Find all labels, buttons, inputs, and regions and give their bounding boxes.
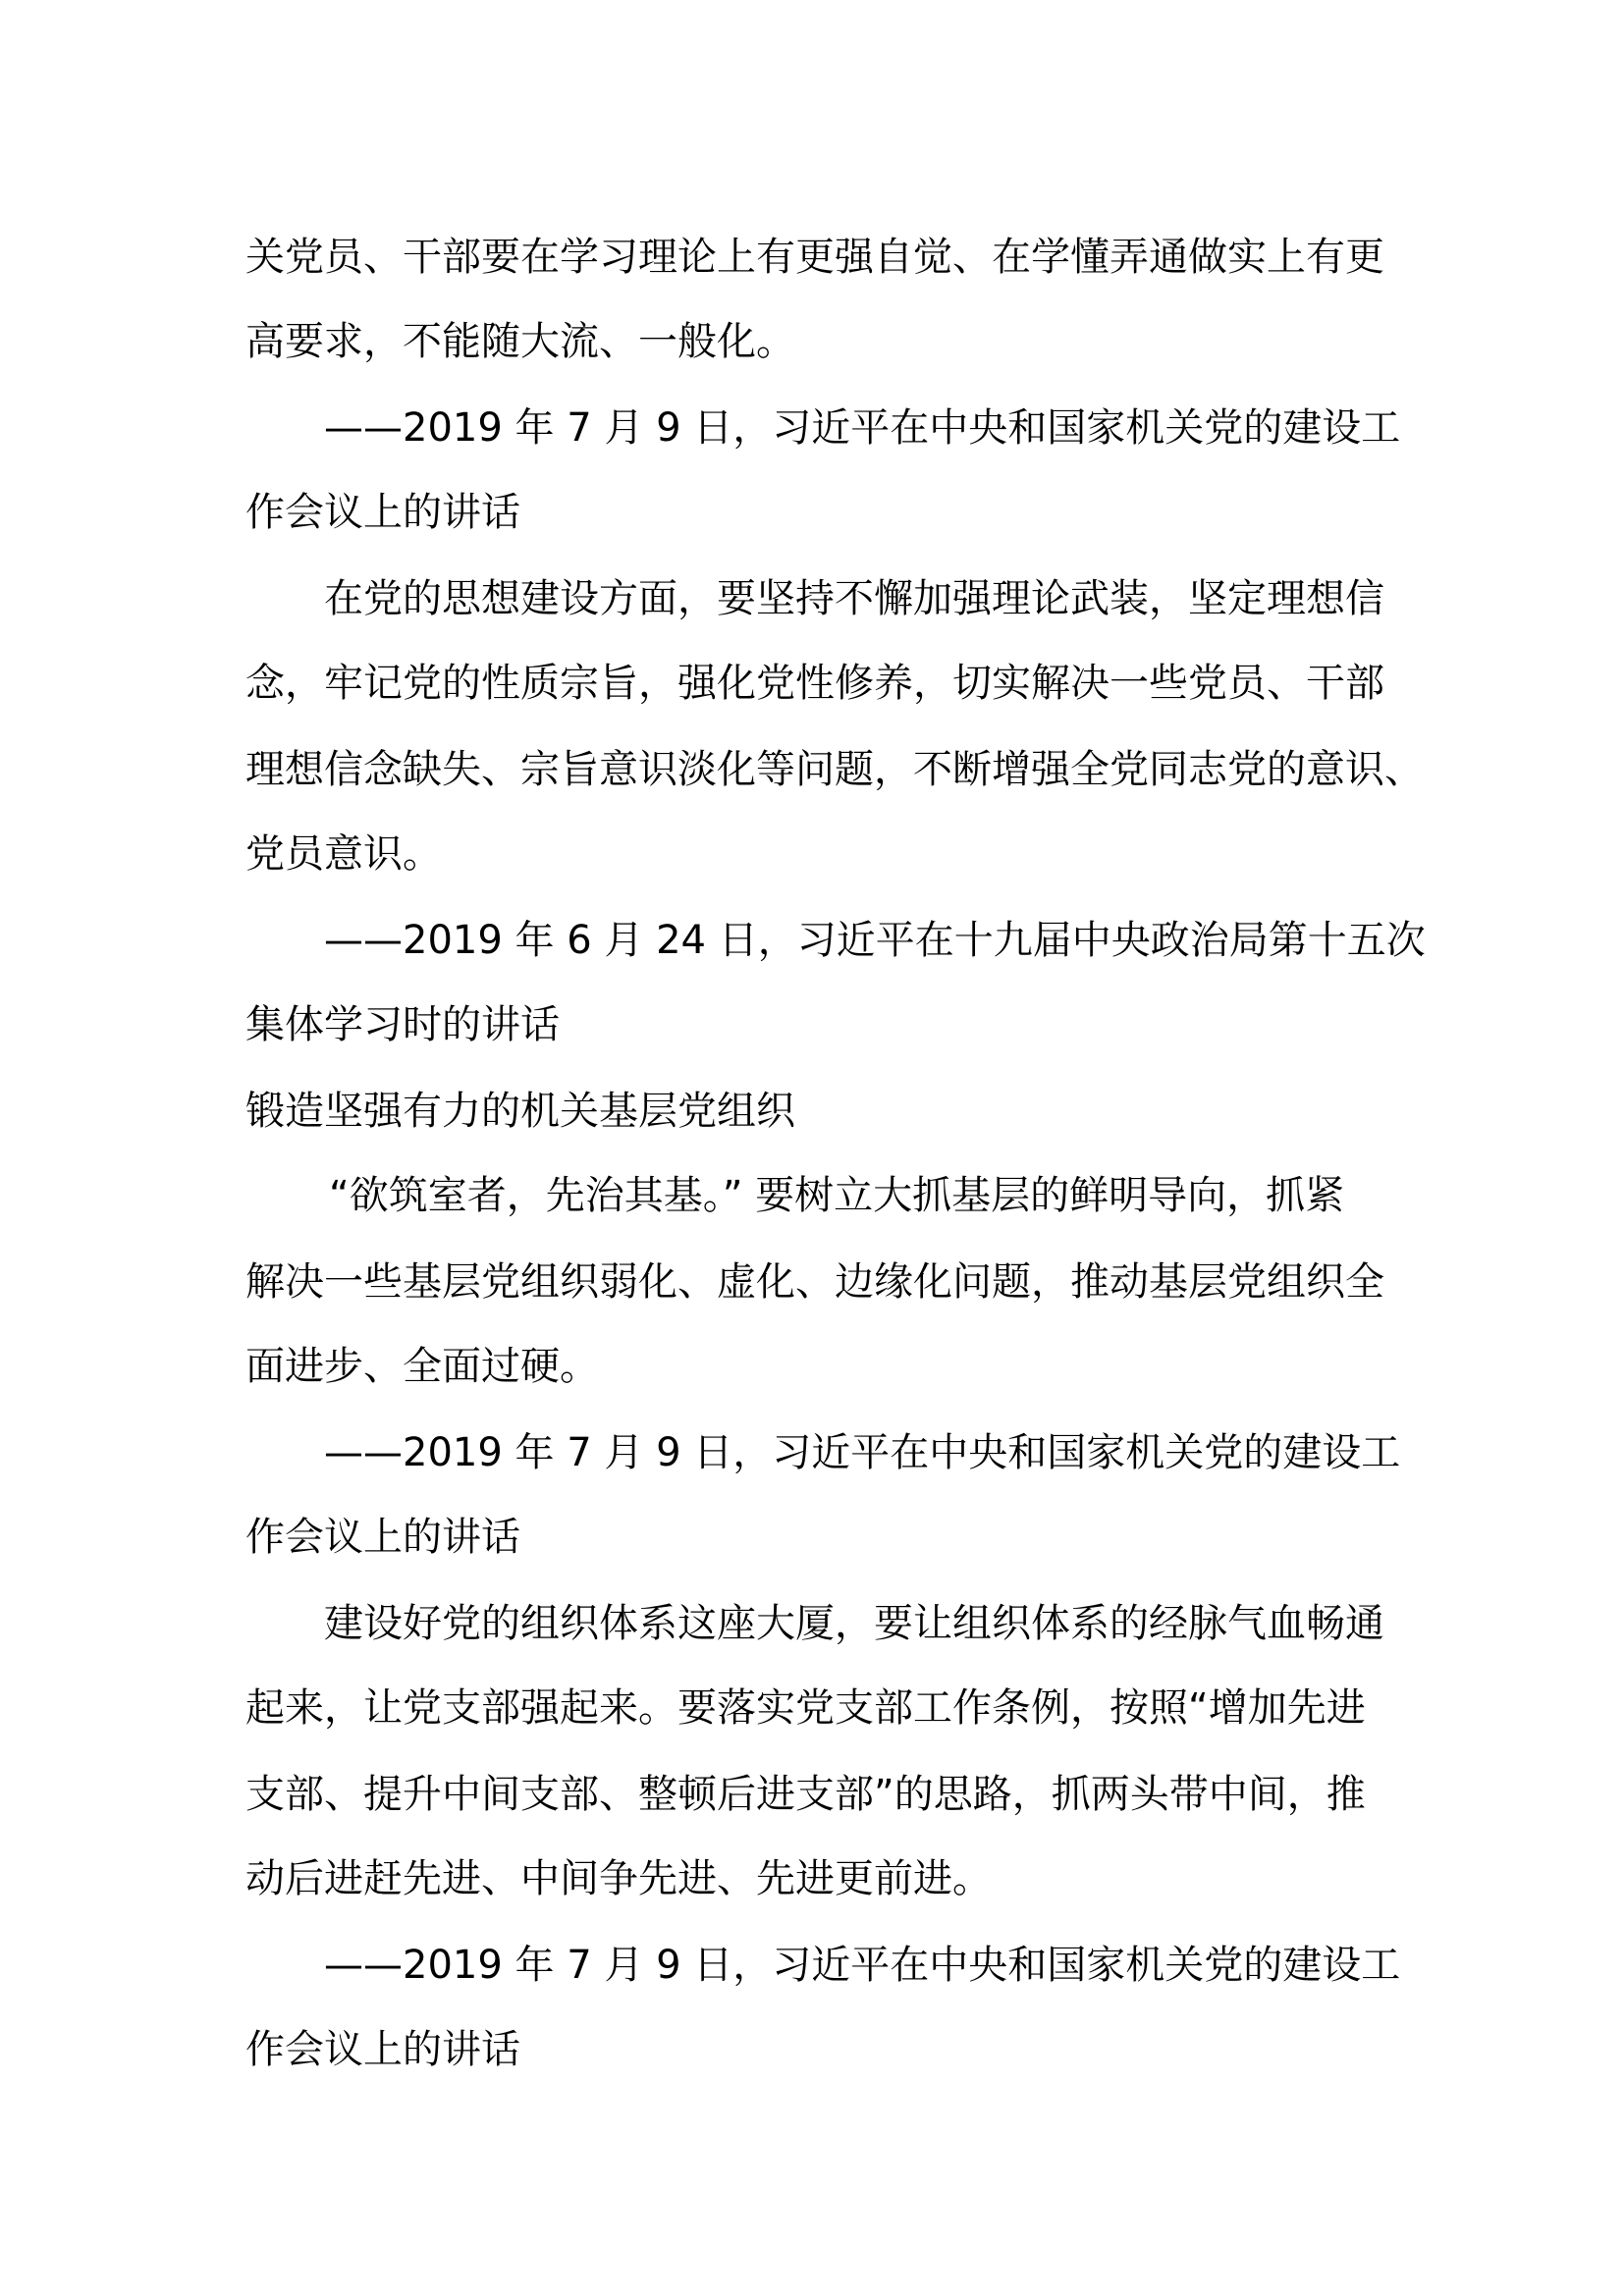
paragraph-line: 高要求，不能随大流、一般化。	[245, 319, 795, 364]
citation-line: ——2019 年 7 月 9 日，习近平在中央和国家机关党的建设工	[324, 1943, 1401, 1988]
paragraph-line: 解决一些基层党组织弱化、虚化、边缘化问题，推动基层党组织全	[245, 1259, 1384, 1305]
paragraph-line: “欲筑室者，先治其基。” 要树立大抓基层的鲜明导向，抓紧	[329, 1173, 1345, 1218]
citation-line: ——2019 年 7 月 9 日，习近平在中央和国家机关党的建设工	[324, 405, 1401, 451]
citation-line: 作会议上的讲话	[245, 2027, 520, 2072]
paragraph-line: 理想信念缺失、宗旨意识淡化等问题，不断增强全党同志党的意识、	[245, 747, 1424, 792]
paragraph-line: 面进步、全面过硬。	[245, 1344, 599, 1389]
citation-line: 作会议上的讲话	[245, 490, 520, 535]
paragraph-line: 在党的思想建设方面，要坚持不懈加强理论武装，坚定理想信	[324, 576, 1384, 621]
citation-line: ——2019 年 7 月 9 日，习近平在中央和国家机关党的建设工	[324, 1430, 1401, 1475]
paragraph-line: 支部、提升中间支部、整顿后进支部”的思路，抓两头带中间，推	[245, 1772, 1366, 1817]
paragraph-line: 党员意识。	[245, 831, 442, 877]
paragraph-line: 起来，让党支部强起来。要落实党支部工作条例，按照“增加先进	[245, 1685, 1366, 1731]
paragraph-line: 建设好党的组织体系这座大厦，要让组织体系的经脉气血畅通	[324, 1601, 1384, 1646]
citation-line: ——2019 年 6 月 24 日，习近平在十九届中央政治局第十五次	[324, 918, 1426, 963]
citation-line: 集体学习时的讲话	[245, 1002, 560, 1047]
paragraph-line: 关党员、干部要在学习理论上有更强自觉、在学懂弄通做实上有更	[245, 235, 1384, 280]
paragraph-line: 念，牢记党的性质宗旨，强化党性修养，切实解决一些党员、干部	[245, 661, 1384, 706]
paragraph-line: 动后进赶先进、中间争先进、先进更前进。	[245, 1856, 992, 1901]
citation-line: 作会议上的讲话	[245, 1515, 520, 1560]
section-heading: 锻造坚强有力的机关基层党组织	[245, 1089, 795, 1134]
